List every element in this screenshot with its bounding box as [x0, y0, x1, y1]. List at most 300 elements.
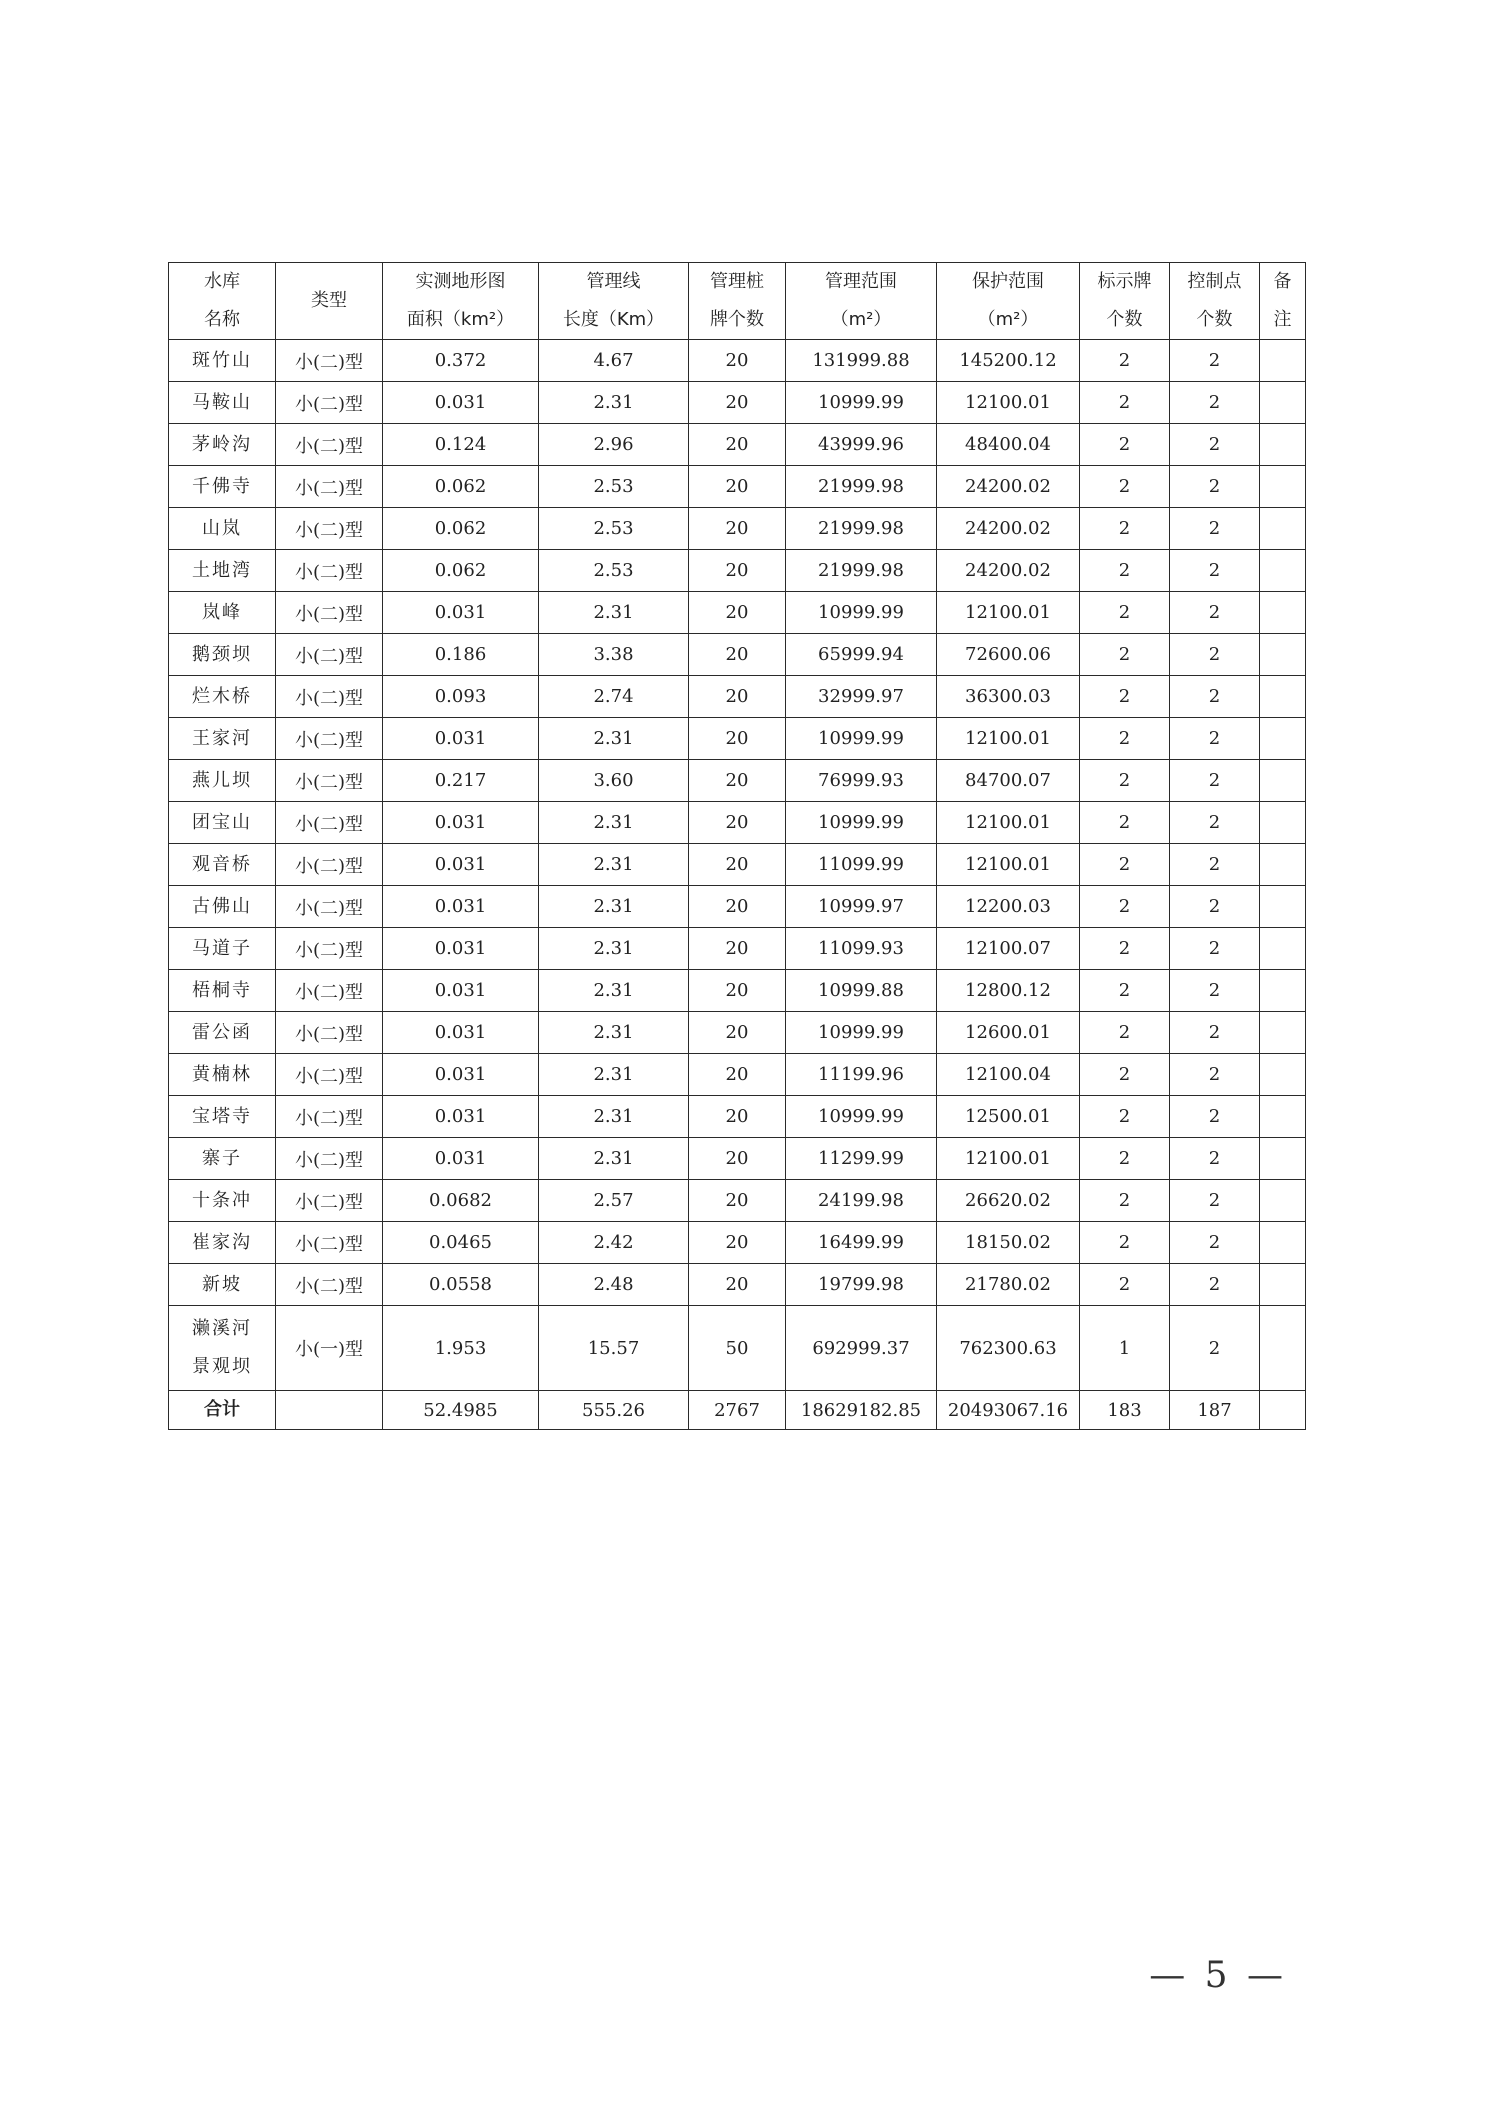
signs-cell: 2 — [1080, 886, 1170, 928]
reservoir-name: 十条冲 — [192, 1189, 252, 1211]
mgmt-range-cell: 32999.97 — [786, 676, 937, 718]
reservoir-name: 烂木桥 — [192, 685, 252, 707]
reservoir-name-cell — [169, 1180, 276, 1222]
type-cell: 小(二)型 — [276, 382, 383, 424]
note-cell — [1260, 592, 1306, 634]
signs-cell: 2 — [1080, 1012, 1170, 1054]
table-row — [169, 634, 1306, 676]
area-cell: 0.031 — [383, 928, 539, 970]
column-header-line: 管理线 — [586, 271, 641, 292]
reservoir-name-cell — [169, 508, 276, 550]
type-cell: 小(二)型 — [276, 844, 383, 886]
length-cell: 2.31 — [539, 1096, 689, 1138]
table-row — [169, 718, 1306, 760]
note-cell — [1260, 1180, 1306, 1222]
length-cell: 2.53 — [539, 550, 689, 592]
control-points-cell: 187 — [1170, 1391, 1260, 1430]
length-cell: 2.31 — [539, 970, 689, 1012]
note-cell — [1260, 1054, 1306, 1096]
column-header-line: 水库 — [204, 271, 240, 292]
table-row — [169, 970, 1306, 1012]
protect-range-cell: 24200.02 — [937, 466, 1080, 508]
control-points-cell: 2 — [1170, 1180, 1260, 1222]
reservoir-name: 千佛寺 — [192, 475, 252, 497]
type-cell: 小(二)型 — [276, 1264, 383, 1306]
type-cell: 小(二)型 — [276, 928, 383, 970]
column-header-line: 注 — [1273, 309, 1292, 330]
piles-cell: 20 — [689, 1054, 786, 1096]
piles-cell: 20 — [689, 676, 786, 718]
mgmt-range-cell: 76999.93 — [786, 760, 937, 802]
note-cell — [1260, 550, 1306, 592]
reservoir-name: 马鞍山 — [192, 391, 252, 413]
protect-range-cell: 48400.04 — [937, 424, 1080, 466]
area-cell: 0.062 — [383, 508, 539, 550]
piles-cell: 20 — [689, 634, 786, 676]
type-cell: 小(二)型 — [276, 676, 383, 718]
reservoir-name-cell — [169, 1391, 276, 1430]
column-header-line: 标示牌 — [1097, 271, 1152, 292]
control-points-cell: 2 — [1170, 928, 1260, 970]
total-row — [169, 1391, 1306, 1430]
column-header-line: 长度（Km） — [562, 309, 665, 330]
reservoir-name: 马道子 — [192, 937, 252, 959]
signs-cell: 2 — [1080, 676, 1170, 718]
table-row — [169, 382, 1306, 424]
column-header-line: 名称 — [204, 309, 240, 330]
protect-range-cell: 12100.04 — [937, 1054, 1080, 1096]
type-cell: 小(二)型 — [276, 970, 383, 1012]
signs-cell: 2 — [1080, 508, 1170, 550]
table-row — [169, 1054, 1306, 1096]
length-cell: 2.74 — [539, 676, 689, 718]
column-header — [786, 263, 937, 340]
reservoir-name-cell — [169, 970, 276, 1012]
protect-range-cell: 12100.01 — [937, 382, 1080, 424]
mgmt-range-cell: 11199.96 — [786, 1054, 937, 1096]
note-cell — [1260, 928, 1306, 970]
signs-cell: 2 — [1080, 550, 1170, 592]
table-row — [169, 424, 1306, 466]
table-row — [169, 844, 1306, 886]
reservoir-name: 濑溪河 — [192, 1318, 252, 1339]
signs-cell: 2 — [1080, 1222, 1170, 1264]
signs-cell: 2 — [1080, 718, 1170, 760]
length-cell: 15.57 — [539, 1306, 689, 1391]
protect-range-cell: 24200.02 — [937, 550, 1080, 592]
area-cell: 0.031 — [383, 1138, 539, 1180]
note-cell — [1260, 1306, 1306, 1391]
piles-cell: 50 — [689, 1306, 786, 1391]
area-cell: 0.031 — [383, 1054, 539, 1096]
control-points-cell: 2 — [1170, 550, 1260, 592]
area-cell: 0.031 — [383, 802, 539, 844]
column-header — [1080, 263, 1170, 340]
protect-range-cell: 12500.01 — [937, 1096, 1080, 1138]
piles-cell: 20 — [689, 760, 786, 802]
column-header-line: 面积（km²） — [406, 309, 515, 330]
piles-cell: 20 — [689, 844, 786, 886]
note-cell — [1260, 508, 1306, 550]
type-cell: 小(二)型 — [276, 760, 383, 802]
column-header-line: （m²） — [830, 309, 892, 330]
note-cell — [1260, 886, 1306, 928]
signs-cell: 2 — [1080, 760, 1170, 802]
note-cell — [1260, 382, 1306, 424]
mgmt-range-cell: 16499.99 — [786, 1222, 937, 1264]
area-cell: 0.062 — [383, 466, 539, 508]
reservoir-name-cell — [169, 676, 276, 718]
reservoir-name: 团宝山 — [192, 811, 252, 833]
length-cell: 2.57 — [539, 1180, 689, 1222]
reservoir-name: 岚峰 — [202, 601, 242, 623]
area-cell: 0.372 — [383, 340, 539, 382]
area-cell: 0.0558 — [383, 1264, 539, 1306]
reservoir-name: 梧桐寺 — [192, 979, 252, 1001]
piles-cell: 20 — [689, 1096, 786, 1138]
protect-range-cell: 12100.01 — [937, 802, 1080, 844]
note-cell — [1260, 970, 1306, 1012]
table-row — [169, 1096, 1306, 1138]
signs-cell: 2 — [1080, 466, 1170, 508]
reservoir-name-cell — [169, 928, 276, 970]
note-cell — [1260, 844, 1306, 886]
note-cell — [1260, 340, 1306, 382]
length-cell: 2.31 — [539, 844, 689, 886]
mgmt-range-cell: 11099.99 — [786, 844, 937, 886]
signs-cell: 2 — [1080, 634, 1170, 676]
column-header — [1170, 263, 1260, 340]
reservoir-name: 山岚 — [202, 517, 242, 539]
type-cell: 小(二)型 — [276, 1096, 383, 1138]
control-points-cell: 2 — [1170, 340, 1260, 382]
signs-cell: 2 — [1080, 928, 1170, 970]
reservoir-name-cell — [169, 760, 276, 802]
piles-cell: 20 — [689, 1222, 786, 1264]
piles-cell: 20 — [689, 928, 786, 970]
column-header — [1260, 263, 1306, 340]
control-points-cell: 2 — [1170, 592, 1260, 634]
area-cell: 0.031 — [383, 1012, 539, 1054]
piles-cell: 20 — [689, 970, 786, 1012]
column-header-line: 个数 — [1106, 309, 1143, 330]
signs-cell: 2 — [1080, 970, 1170, 1012]
area-cell: 52.4985 — [383, 1391, 539, 1430]
area-cell: 0.031 — [383, 844, 539, 886]
length-cell: 2.48 — [539, 1264, 689, 1306]
control-points-cell: 2 — [1170, 1012, 1260, 1054]
piles-cell: 20 — [689, 1180, 786, 1222]
reservoir-name-cell — [169, 886, 276, 928]
protect-range-cell: 20493067.16 — [937, 1391, 1080, 1430]
type-cell: 小(二)型 — [276, 1012, 383, 1054]
note-cell — [1260, 1012, 1306, 1054]
mgmt-range-cell: 10999.88 — [786, 970, 937, 1012]
column-header-line: 管理桩 — [710, 271, 764, 292]
table-row — [169, 1012, 1306, 1054]
table-row — [169, 466, 1306, 508]
reservoir-name: 合计 — [204, 1399, 240, 1420]
type-cell: 小(二)型 — [276, 424, 383, 466]
control-points-cell: 2 — [1170, 466, 1260, 508]
protect-range-cell: 12100.01 — [937, 844, 1080, 886]
piles-cell: 20 — [689, 592, 786, 634]
length-cell: 2.31 — [539, 1054, 689, 1096]
type-cell: 小(二)型 — [276, 1138, 383, 1180]
length-cell: 555.26 — [539, 1391, 689, 1430]
reservoir-name: 景观坝 — [192, 1356, 252, 1377]
note-cell — [1260, 676, 1306, 718]
mgmt-range-cell: 21999.98 — [786, 550, 937, 592]
piles-cell: 20 — [689, 382, 786, 424]
area-cell: 0.093 — [383, 676, 539, 718]
signs-cell: 2 — [1080, 1138, 1170, 1180]
reservoir-name: 土地湾 — [192, 559, 252, 581]
mgmt-range-cell: 692999.37 — [786, 1306, 937, 1391]
table-row — [169, 760, 1306, 802]
column-header — [169, 263, 276, 340]
area-cell: 0.124 — [383, 424, 539, 466]
note-cell — [1260, 1222, 1306, 1264]
signs-cell: 2 — [1080, 382, 1170, 424]
reservoir-name-cell — [169, 802, 276, 844]
column-header-line: 类型 — [311, 290, 347, 311]
table-row — [169, 340, 1306, 382]
control-points-cell: 2 — [1170, 676, 1260, 718]
reservoir-name-cell — [169, 1054, 276, 1096]
reservoir-name-cell — [169, 1306, 276, 1391]
protect-range-cell: 84700.07 — [937, 760, 1080, 802]
mgmt-range-cell: 10999.99 — [786, 592, 937, 634]
reservoir-name-cell — [169, 466, 276, 508]
reservoir-name-cell — [169, 550, 276, 592]
table-row — [169, 592, 1306, 634]
note-cell — [1260, 1096, 1306, 1138]
reservoir-name-cell — [169, 1138, 276, 1180]
note-cell — [1260, 634, 1306, 676]
reservoir-name: 燕儿坝 — [192, 769, 252, 791]
type-cell: 小(二)型 — [276, 886, 383, 928]
control-points-cell: 2 — [1170, 760, 1260, 802]
mgmt-range-cell: 21999.98 — [786, 466, 937, 508]
mgmt-range-cell: 10999.97 — [786, 886, 937, 928]
piles-cell: 20 — [689, 550, 786, 592]
control-points-cell: 2 — [1170, 1096, 1260, 1138]
protect-range-cell: 12600.01 — [937, 1012, 1080, 1054]
column-header — [383, 263, 539, 340]
protect-range-cell: 12100.01 — [937, 592, 1080, 634]
table-row — [169, 676, 1306, 718]
protect-range-cell: 12100.07 — [937, 928, 1080, 970]
type-cell: 小(二)型 — [276, 466, 383, 508]
area-cell: 0.031 — [383, 718, 539, 760]
reservoir-name: 茅岭沟 — [192, 433, 252, 455]
mgmt-range-cell: 65999.94 — [786, 634, 937, 676]
mgmt-range-cell: 131999.88 — [786, 340, 937, 382]
length-cell: 4.67 — [539, 340, 689, 382]
reservoir-name: 王家河 — [192, 727, 252, 749]
piles-cell: 20 — [689, 802, 786, 844]
mgmt-range-cell: 11099.93 — [786, 928, 937, 970]
signs-cell: 2 — [1080, 1096, 1170, 1138]
control-points-cell: 2 — [1170, 1054, 1260, 1096]
mgmt-range-cell: 19799.98 — [786, 1264, 937, 1306]
column-header — [276, 263, 383, 340]
protect-range-cell: 762300.63 — [937, 1306, 1080, 1391]
column-header-line: 备 — [1273, 271, 1292, 292]
piles-cell: 2767 — [689, 1391, 786, 1430]
area-cell: 0.031 — [383, 1096, 539, 1138]
area-cell: 0.186 — [383, 634, 539, 676]
piles-cell: 20 — [689, 886, 786, 928]
type-cell: 小(二)型 — [276, 802, 383, 844]
protect-range-cell: 12100.01 — [937, 1138, 1080, 1180]
type-cell: 小(二)型 — [276, 634, 383, 676]
signs-cell: 2 — [1080, 1180, 1170, 1222]
length-cell: 2.31 — [539, 1012, 689, 1054]
note-cell — [1260, 424, 1306, 466]
reservoir-name-cell — [169, 340, 276, 382]
piles-cell: 20 — [689, 1012, 786, 1054]
protect-range-cell: 18150.02 — [937, 1222, 1080, 1264]
control-points-cell: 2 — [1170, 1264, 1260, 1306]
mgmt-range-cell: 10999.99 — [786, 802, 937, 844]
piles-cell: 20 — [689, 1138, 786, 1180]
length-cell: 2.42 — [539, 1222, 689, 1264]
note-cell — [1260, 466, 1306, 508]
column-header-line: 控制点 — [1187, 271, 1242, 292]
mgmt-range-cell: 11299.99 — [786, 1138, 937, 1180]
piles-cell: 20 — [689, 718, 786, 760]
reservoir-name: 黄楠林 — [192, 1063, 252, 1085]
reservoir-name: 宝塔寺 — [192, 1105, 252, 1127]
signs-cell: 2 — [1080, 802, 1170, 844]
reservoir-name: 观音桥 — [192, 853, 252, 875]
length-cell: 2.31 — [539, 382, 689, 424]
table-row — [169, 508, 1306, 550]
type-cell — [276, 1391, 383, 1430]
note-cell — [1260, 1391, 1306, 1430]
control-points-cell: 2 — [1170, 1222, 1260, 1264]
area-cell: 0.0682 — [383, 1180, 539, 1222]
protect-range-cell: 24200.02 — [937, 508, 1080, 550]
signs-cell: 2 — [1080, 592, 1170, 634]
reservoir-name: 鹅颈坝 — [192, 643, 252, 665]
column-header — [539, 263, 689, 340]
type-cell: 小(二)型 — [276, 508, 383, 550]
mgmt-range-cell: 10999.99 — [786, 718, 937, 760]
column-header-line: 实测地形图 — [415, 271, 506, 292]
reservoir-name-cell — [169, 844, 276, 886]
note-cell — [1260, 1264, 1306, 1306]
area-cell: 0.217 — [383, 760, 539, 802]
control-points-cell: 2 — [1170, 970, 1260, 1012]
length-cell: 3.38 — [539, 634, 689, 676]
area-cell: 0.031 — [383, 970, 539, 1012]
note-cell — [1260, 718, 1306, 760]
mgmt-range-cell: 18629182.85 — [786, 1391, 937, 1430]
protect-range-cell: 21780.02 — [937, 1264, 1080, 1306]
column-header — [937, 263, 1080, 340]
protect-range-cell: 145200.12 — [937, 340, 1080, 382]
column-header-line: 管理范围 — [825, 271, 897, 292]
page-number: — 5 — — [1149, 1955, 1287, 1996]
mgmt-range-cell: 43999.96 — [786, 424, 937, 466]
length-cell: 2.31 — [539, 592, 689, 634]
reservoir-name-cell — [169, 1096, 276, 1138]
control-points-cell: 2 — [1170, 718, 1260, 760]
reservoir-name-cell — [169, 634, 276, 676]
type-cell: 小(一)型 — [276, 1306, 383, 1391]
reservoir-table — [168, 262, 1306, 1430]
protect-range-cell: 12100.01 — [937, 718, 1080, 760]
reservoir-name-cell — [169, 1222, 276, 1264]
type-cell: 小(二)型 — [276, 340, 383, 382]
type-cell: 小(二)型 — [276, 592, 383, 634]
control-points-cell: 2 — [1170, 802, 1260, 844]
control-points-cell: 2 — [1170, 424, 1260, 466]
reservoir-name-cell — [169, 718, 276, 760]
column-header — [689, 263, 786, 340]
piles-cell: 20 — [689, 424, 786, 466]
reservoir-name-cell — [169, 1264, 276, 1306]
area-cell: 0.031 — [383, 382, 539, 424]
type-cell: 小(二)型 — [276, 1222, 383, 1264]
table-header-row — [169, 263, 1306, 340]
reservoir-name-cell — [169, 1012, 276, 1054]
piles-cell: 20 — [689, 1264, 786, 1306]
type-cell: 小(二)型 — [276, 718, 383, 760]
protect-range-cell: 26620.02 — [937, 1180, 1080, 1222]
reservoir-name: 雷公函 — [192, 1021, 252, 1043]
mgmt-range-cell: 24199.98 — [786, 1180, 937, 1222]
mgmt-range-cell: 10999.99 — [786, 1096, 937, 1138]
length-cell: 2.31 — [539, 886, 689, 928]
reservoir-name: 古佛山 — [192, 895, 252, 917]
area-cell: 0.062 — [383, 550, 539, 592]
length-cell: 2.31 — [539, 1138, 689, 1180]
table-row — [169, 550, 1306, 592]
type-cell: 小(二)型 — [276, 1180, 383, 1222]
control-points-cell: 2 — [1170, 1306, 1260, 1391]
column-header-line: 个数 — [1196, 309, 1233, 330]
table-row — [169, 1180, 1306, 1222]
area-cell: 0.0465 — [383, 1222, 539, 1264]
control-points-cell: 2 — [1170, 382, 1260, 424]
type-cell: 小(二)型 — [276, 550, 383, 592]
table-row — [169, 802, 1306, 844]
length-cell: 2.31 — [539, 928, 689, 970]
control-points-cell: 2 — [1170, 1138, 1260, 1180]
control-points-cell: 2 — [1170, 634, 1260, 676]
length-cell: 2.53 — [539, 466, 689, 508]
mgmt-range-cell: 10999.99 — [786, 1012, 937, 1054]
reservoir-name-cell — [169, 424, 276, 466]
length-cell: 2.96 — [539, 424, 689, 466]
piles-cell: 20 — [689, 340, 786, 382]
mgmt-range-cell: 10999.99 — [786, 382, 937, 424]
table-row — [169, 928, 1306, 970]
signs-cell: 183 — [1080, 1391, 1170, 1430]
table-row — [169, 1306, 1306, 1391]
signs-cell: 2 — [1080, 340, 1170, 382]
note-cell — [1260, 760, 1306, 802]
column-header-line: 保护范围 — [972, 271, 1044, 292]
protect-range-cell: 36300.03 — [937, 676, 1080, 718]
note-cell — [1260, 1138, 1306, 1180]
protect-range-cell: 12200.03 — [937, 886, 1080, 928]
table-row — [169, 1138, 1306, 1180]
